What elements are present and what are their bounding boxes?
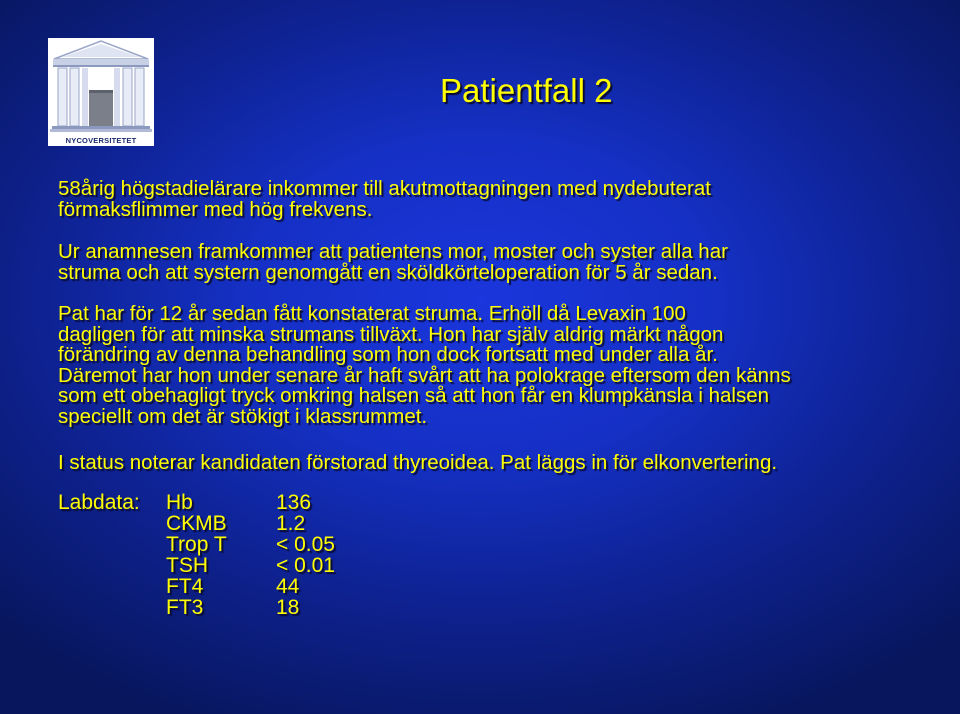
lab-test-name: FT3	[166, 596, 204, 619]
text-line: struma och att systern genomgått en sköldkörteloperation för 5 år sedan.	[58, 260, 718, 284]
lab-test-name: TSH	[166, 554, 208, 577]
lab-row-tsh	[166, 555, 366, 576]
university-logo	[48, 38, 154, 146]
lab-row-trop-t	[166, 534, 366, 555]
text-line: förmaksflimmer med hög frekvens.	[58, 197, 373, 221]
text-line: I status noterar kandidaten förstorad thyreoidea. Pat läggs in för elkonvertering.	[58, 451, 778, 474]
text-line: 58årig högstadielärare inkommer till akutmottagningen med nydebuterat	[58, 177, 711, 200]
lab-test-value: 44	[276, 575, 300, 598]
text-line: speciellt om det är stökigt i klassrummet.	[58, 404, 428, 428]
university-building-icon	[48, 38, 154, 134]
text-line: förändring av denna behandling som hon dock fortsatt med under alla år.	[58, 343, 718, 366]
lab-test-value: < 0.01	[276, 554, 335, 577]
lab-row-ft3	[166, 597, 366, 618]
text-line: dagligen för att minska strumans tillväxt. Hon har själv aldrig märkt någon	[58, 322, 724, 346]
logo-text: NYCOVERSITETET	[65, 136, 137, 145]
lab-test-value: 1.2	[276, 512, 306, 535]
lab-row-ckmb	[166, 513, 366, 534]
lab-test-name: Trop T	[166, 533, 227, 556]
paragraph-history	[58, 304, 791, 427]
text-line: Pat har för 12 år sedan fått konstaterat struma. Erhöll då Levaxin 100	[58, 302, 686, 325]
paragraph-anamnesis	[58, 242, 728, 283]
lab-test-value: < 0.05	[276, 533, 335, 556]
paragraph-presentation	[58, 179, 711, 220]
lab-test-name: Hb	[166, 491, 193, 514]
lab-row-ft4	[166, 576, 366, 597]
slide-title: Patientfall 2	[440, 72, 613, 109]
lab-test-name: FT4	[166, 575, 204, 598]
text-line: som ett obehagligt tryck omkring halsen så att hon får en klumpkänsla i halsen	[58, 384, 770, 407]
text-line: Ur anamnesen framkommer att patientens mor, moster och syster alla har	[58, 240, 728, 263]
text-line: Däremot har hon under senare år haft svårt att ha polokrage eftersom den känns	[58, 363, 791, 387]
lab-test-name: CKMB	[166, 512, 227, 535]
paragraph-status	[58, 453, 777, 474]
labdata-label: Labdata:	[58, 491, 140, 514]
lab-test-value: 136	[276, 491, 312, 514]
lab-row-hb	[166, 492, 366, 513]
lab-test-value: 18	[276, 596, 300, 619]
